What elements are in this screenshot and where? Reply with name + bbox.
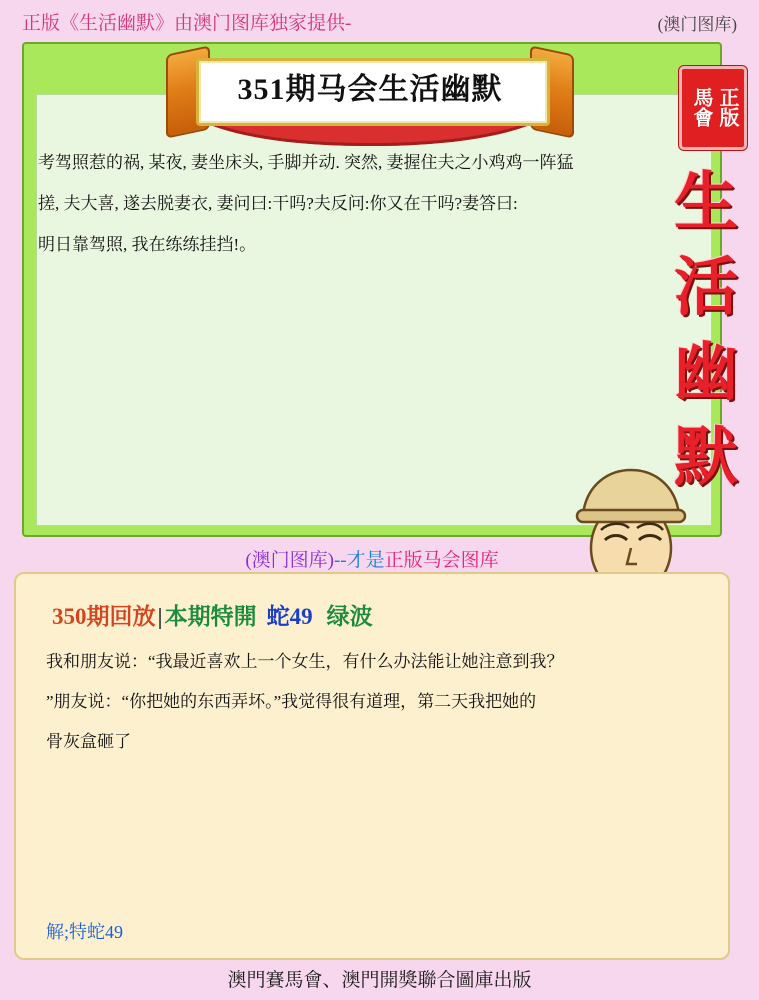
- review-separator: |: [157, 604, 163, 629]
- review-heading: [52, 598, 373, 631]
- vertical-title-char-2: 活: [674, 252, 738, 323]
- seal-text-left: 馬會: [690, 87, 712, 127]
- header-source-text: 正版《生活幽默》由澳门图库独家提供-: [22, 13, 352, 34]
- banner-title-text: 351期马会生活幽默: [237, 73, 503, 106]
- seal-text-right: 正版: [716, 87, 738, 127]
- credit-part-a: (澳门图库): [245, 550, 334, 571]
- review-text: [46, 642, 702, 762]
- review-line-3: 骨灰盒砸了: [46, 732, 131, 751]
- review-panel: [14, 572, 730, 960]
- vertical-title-char-4: 默: [674, 422, 738, 493]
- title-banner: [160, 50, 580, 140]
- joke-line-3: 明日靠驾照, 我在练练挂挡!。: [38, 235, 257, 254]
- page-header: [0, 8, 759, 36]
- header-site-name: (澳门图库): [657, 15, 737, 34]
- credit-line: [22, 545, 722, 572]
- review-line-1: 我和朋友说：“我最近喜欢上一个女生，有什么办法能让她注意到我？: [46, 652, 564, 671]
- review-zodiac-number: 蛇49: [266, 604, 313, 629]
- vertical-title-char-3: 幽: [674, 337, 738, 408]
- joke-text: [38, 142, 598, 265]
- review-prev-label: 350期回放: [52, 604, 156, 629]
- joke-line-1: 考驾照惹的祸, 某夜, 妻坐床头, 手脚并动. 突然, 妻握住夫之小鸡鸡一阵猛: [38, 153, 574, 172]
- vertical-title-char-1: 生: [674, 167, 738, 238]
- credit-part-b: --才是: [333, 550, 385, 571]
- joke-line-2: 搓, 夫大喜, 遂去脱妻衣, 妻问曰:干吗?夫反问:你又在干吗?妻答曰:: [38, 194, 518, 213]
- review-line-2: ”朋友说：“你把她的东西弄坏。”我觉得很有道理，第二天我把她的: [46, 692, 537, 711]
- review-current-label: 本期特開: [164, 604, 257, 629]
- credit-part-c: 正版马会图库: [384, 550, 499, 571]
- official-seal-icon: [679, 66, 747, 150]
- review-wave-color: 绿波: [326, 604, 373, 629]
- page-footer: 澳門賽馬會、澳門開獎聯合圖庫出版: [227, 970, 532, 991]
- answer-text: 解;特蛇49: [46, 922, 124, 942]
